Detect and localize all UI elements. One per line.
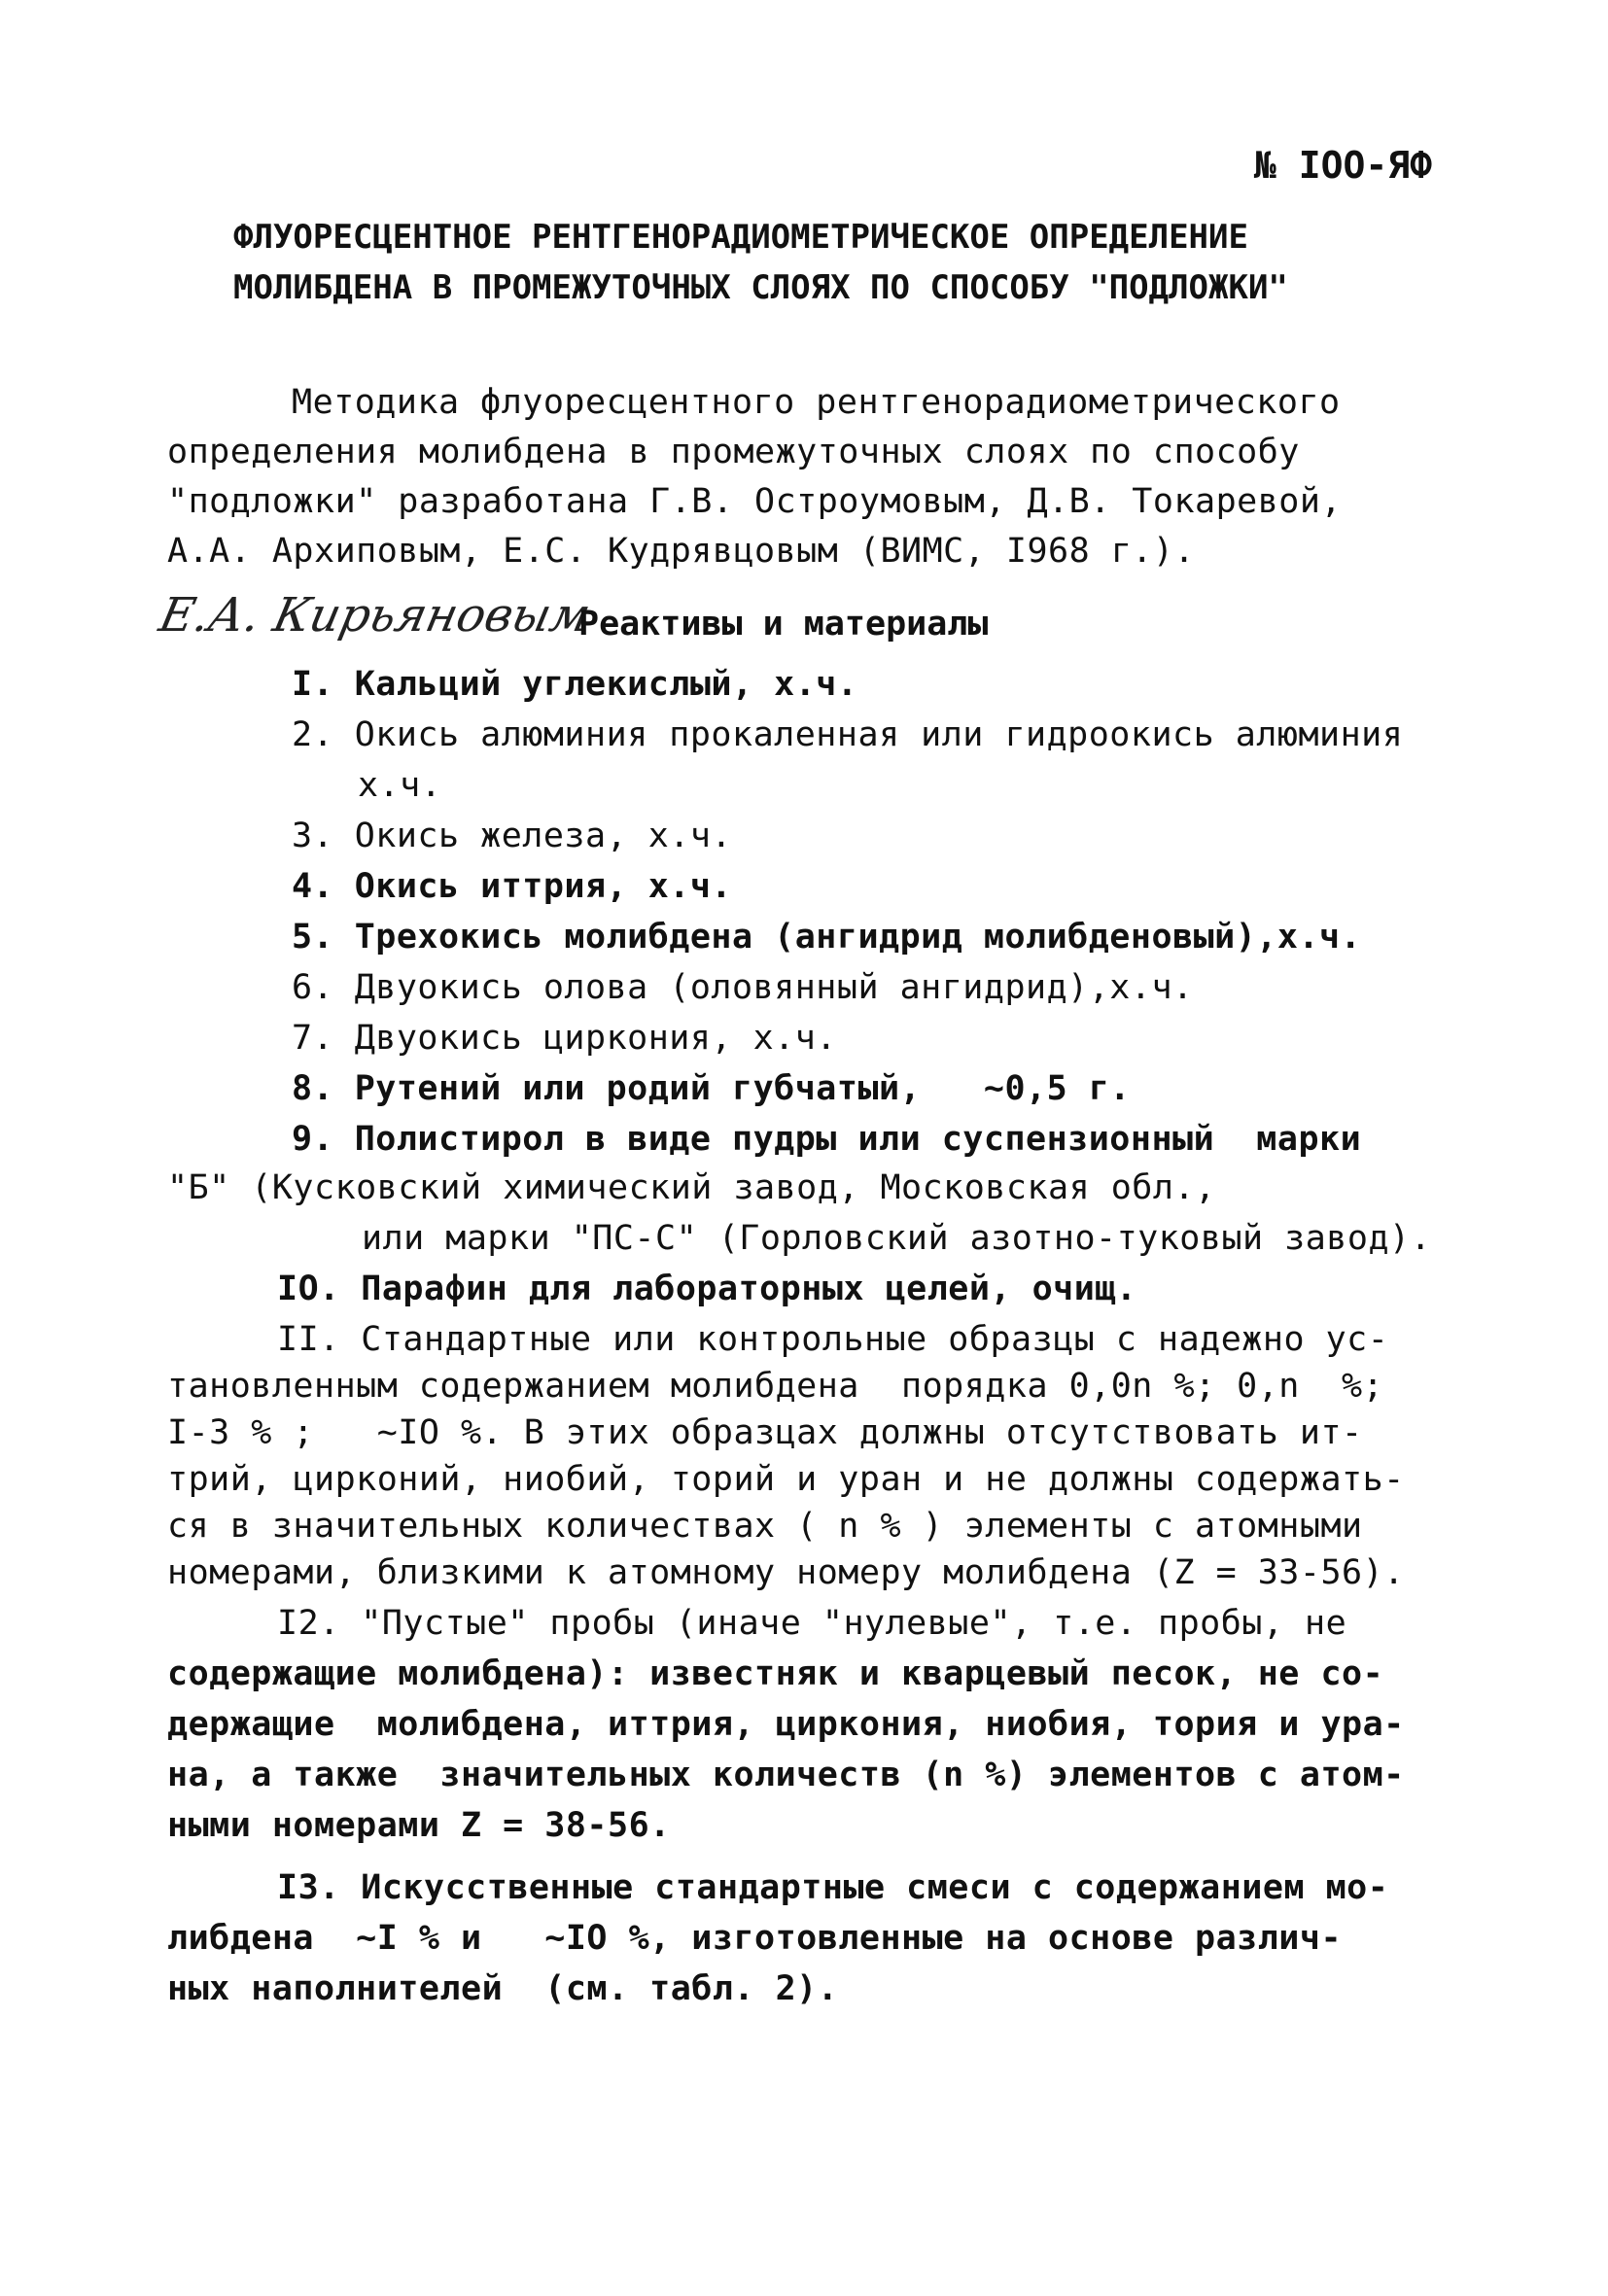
intro-line-3: "подложки" разработана Г.В. Остроумовым, Д.В. Токаревой, bbox=[167, 482, 1343, 521]
document-number: № IOO-ЯФ bbox=[1254, 144, 1433, 187]
list-item-13-cont-1: либдена ~I % и ~IO %, изготовленные на основе различ- bbox=[167, 1919, 1343, 1958]
list-item-12-cont-3: на, а также значительных количеств (n %) элементов с атом- bbox=[167, 1756, 1405, 1794]
list-item-6: 6. Двуокись олова (оловянный ангидрид),х.ч. bbox=[292, 968, 1194, 1007]
list-item-12-cont-2: держащие молибдена, иттрия, циркония, ниобия, тория и ура- bbox=[167, 1705, 1405, 1744]
list-item-9: 9. Полистирол в виде пудры или суспензионный марки bbox=[292, 1120, 1362, 1159]
list-item-11: II. Стандартные или контрольные образцы с надежно ус- bbox=[277, 1320, 1389, 1359]
list-item-11-cont-3: трий, цирконий, ниобий, торий и уран и не должны содержать- bbox=[167, 1460, 1405, 1499]
list-item-13: I3. Искусственные стандартные смеси с содержанием мо- bbox=[277, 1868, 1389, 1907]
list-item-2: 2. Окись алюминия прокаленная или гидроокись алюминия bbox=[292, 715, 1404, 754]
list-item-12: I2. "Пустые" пробы (иначе "нулевые", т.е. пробы, не bbox=[277, 1604, 1347, 1643]
list-item-11-cont-1: тановленным содержанием молибдена порядка 0,0n %; 0,n %; bbox=[167, 1367, 1384, 1406]
list-item-12-cont-4: ными номерами Z = 38-56. bbox=[167, 1806, 671, 1845]
intro-line-1: Методика флуоресцентного рентгенорадиометрического bbox=[292, 383, 1341, 422]
list-item-1: I. Кальций углекислый, х.ч. bbox=[292, 665, 858, 704]
list-item-4: 4. Окись иттрия, х.ч. bbox=[292, 867, 733, 906]
list-item-10: IO. Парафин для лабораторных целей, очищ. bbox=[277, 1270, 1137, 1308]
list-item-11-cont-2: I-3 % ; ~IO %. В этих образцах должны отсутствовать ит- bbox=[167, 1413, 1363, 1452]
intro-line-2: определения молибдена в промежуточных слоях по способу bbox=[167, 433, 1300, 471]
list-item-2-cont: х.ч. bbox=[358, 766, 442, 805]
list-item-7: 7. Двуокись циркония, х.ч. bbox=[292, 1019, 837, 1058]
title-line-1: ФЛУОРЕСЦЕНТНОЕ РЕНТГЕНОРАДИОМЕТРИЧЕСКОЕ ОПРЕДЕЛЕНИЕ bbox=[233, 218, 1248, 257]
list-item-5: 5. Трехокись молибдена (ангидрид молибденовый),х.ч. bbox=[292, 918, 1362, 957]
list-item-11-cont-4: ся в значительных количествах ( n % ) элементы с атомными bbox=[167, 1507, 1363, 1546]
list-item-8: 8. Рутений или родий губчатый, ~0,5 г. bbox=[292, 1069, 1131, 1108]
list-item-9-cont-2: или марки "ПС-С" (Горловский азотно-туковый завод). bbox=[362, 1219, 1432, 1258]
list-item-3: 3. Окись железа, х.ч. bbox=[292, 817, 733, 855]
title-line-2: МОЛИБДЕНА В ПРОМЕЖУТОЧНЫХ СЛОЯХ ПО СПОСОБУ "ПОДЛОЖКИ" bbox=[233, 268, 1288, 307]
section-heading: Реактивы и материалы bbox=[578, 605, 989, 644]
list-item-12-cont-1: содержащие молибдена): известняк и кварцевый песок, не со- bbox=[167, 1654, 1384, 1693]
intro-line-4: А.А. Архиповым, Е.С. Кудрявцовым (ВИМС, I968 г.). bbox=[167, 532, 1196, 571]
list-item-9-cont-1: "Б" (Кусковский химический завод, Московская обл., bbox=[167, 1168, 1216, 1207]
list-item-11-cont-5: номерами, близкими к атомному номеру молибдена (Z = 33-56). bbox=[167, 1553, 1405, 1592]
handwritten-signature: Е.А. Кирьяновым bbox=[155, 588, 596, 643]
list-item-13-cont-2: ных наполнителей (см. табл. 2). bbox=[167, 1969, 839, 2008]
